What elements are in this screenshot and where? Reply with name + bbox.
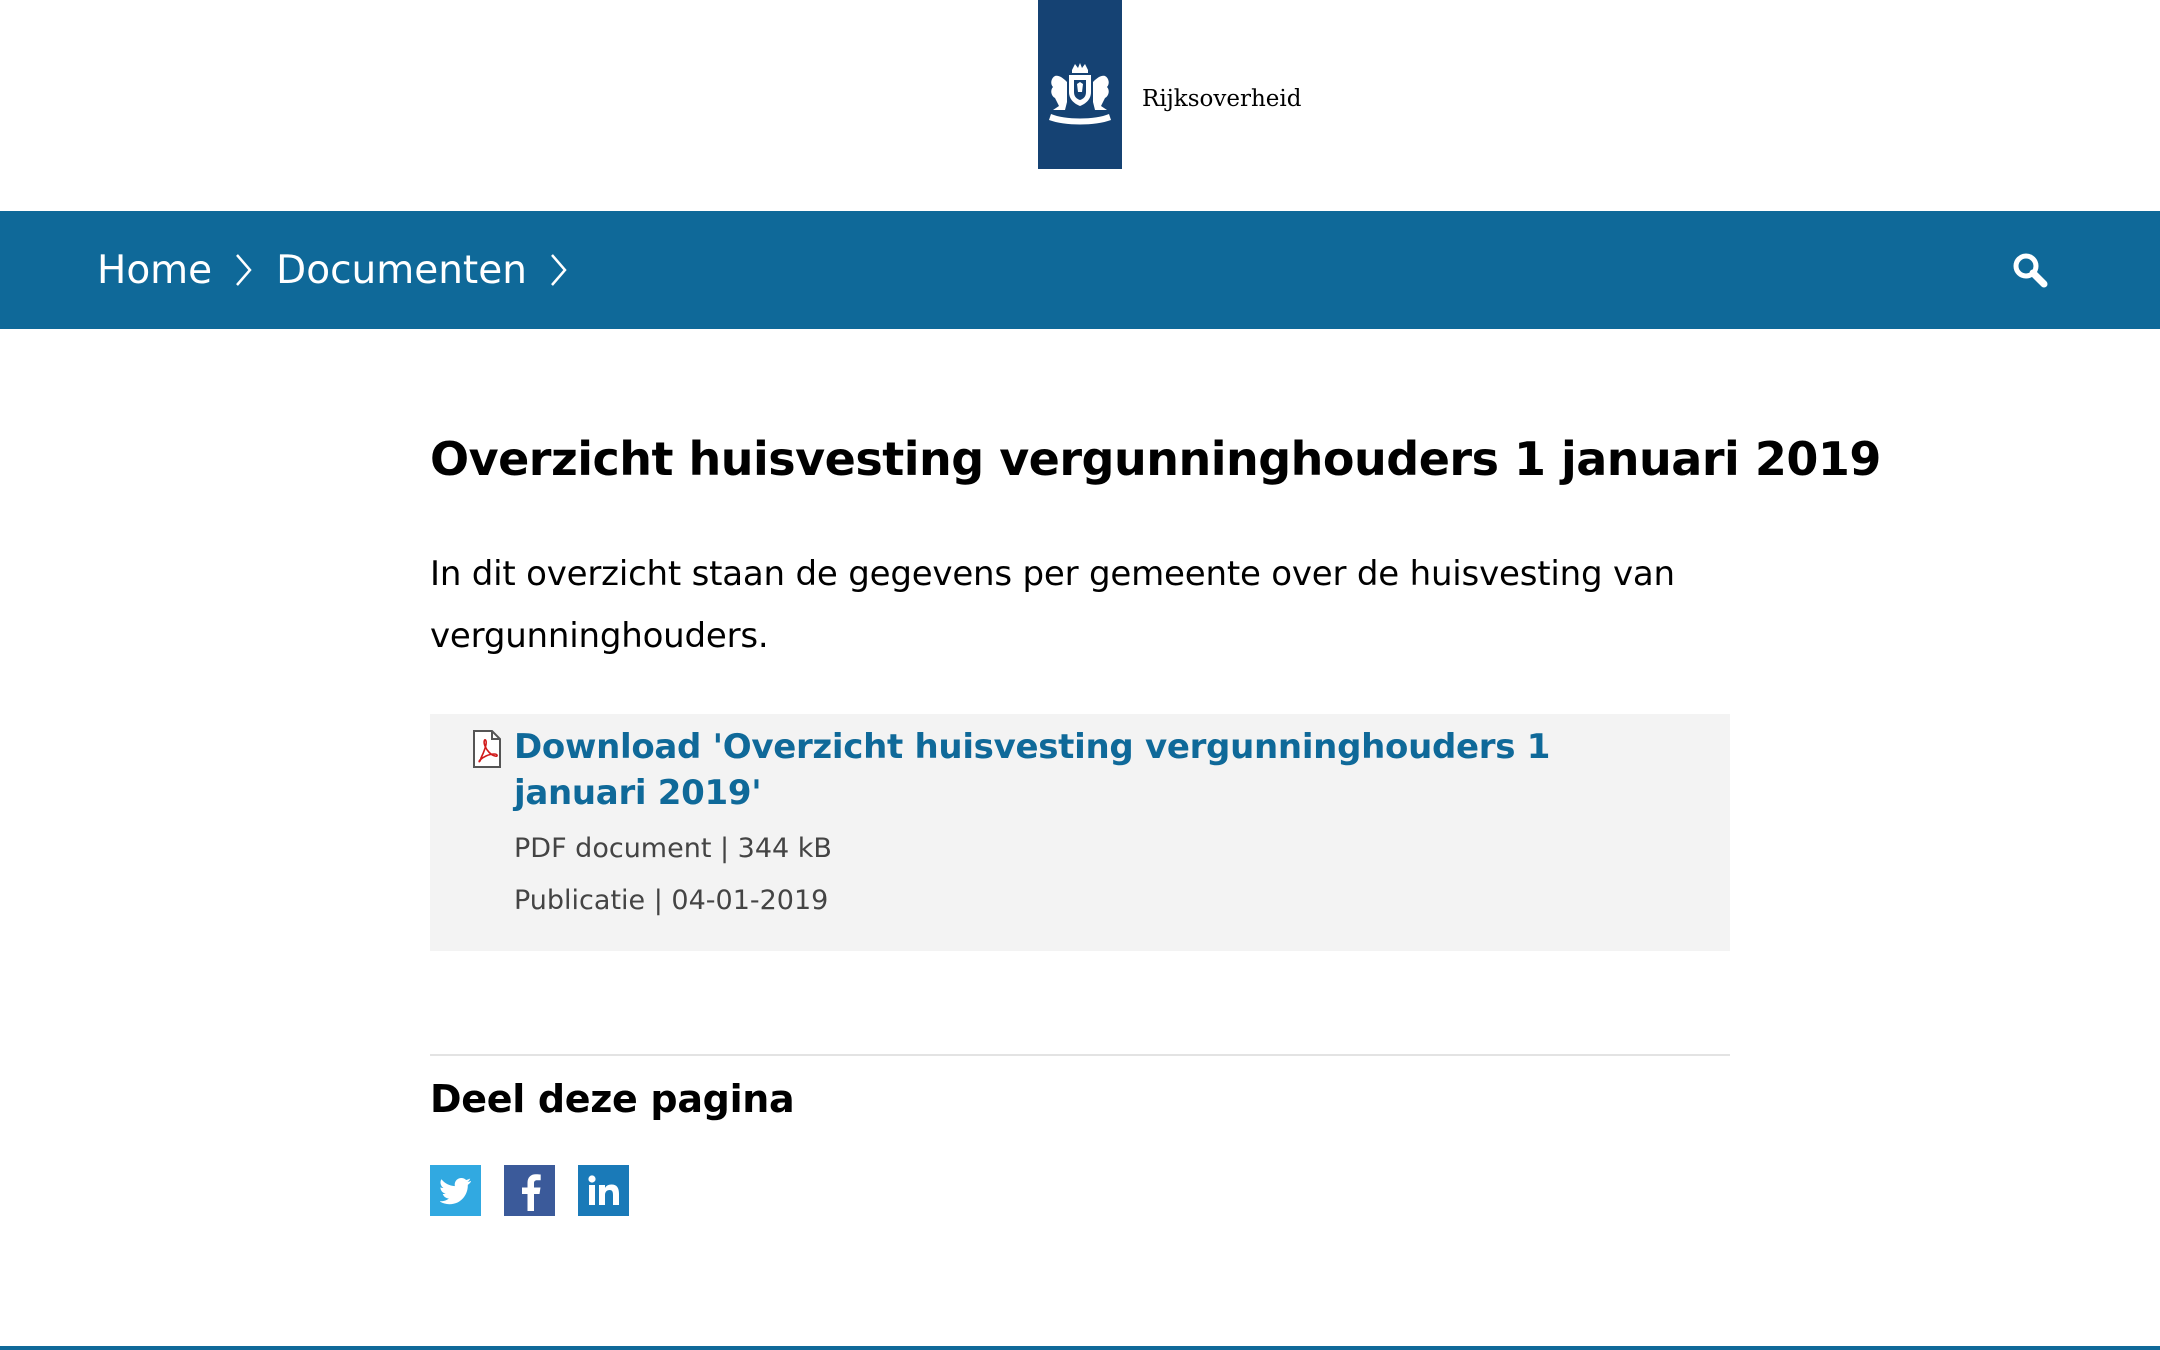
breadcrumb bbox=[97, 211, 591, 329]
footer-edge bbox=[0, 1346, 2160, 1350]
chevron-right-icon bbox=[527, 250, 591, 290]
home-logo-link[interactable] bbox=[1038, 0, 1302, 169]
share-facebook-button[interactable] bbox=[504, 1165, 555, 1216]
share-title: Deel deze pagina bbox=[430, 1077, 795, 1121]
breadcrumb-documenten[interactable]: Documenten bbox=[276, 247, 527, 293]
breadcrumb-home[interactable]: Home bbox=[97, 247, 213, 293]
search-button[interactable] bbox=[2004, 244, 2056, 296]
publication-date: Publicatie | 04-01-2019 bbox=[514, 885, 829, 916]
twitter-icon bbox=[440, 1177, 472, 1205]
share-linkedin-button[interactable] bbox=[578, 1165, 629, 1216]
nav-bar bbox=[0, 211, 2160, 329]
chevron-right-icon bbox=[212, 250, 276, 290]
site-header bbox=[0, 0, 2160, 211]
share-buttons bbox=[430, 1165, 629, 1216]
logo-text: Rijksoverheid bbox=[1142, 86, 1302, 112]
pdf-icon bbox=[472, 730, 502, 772]
intro-text: In dit overzicht staan de gegevens per gemeente over de huisvesting van vergunninghouders. bbox=[430, 554, 1675, 656]
search-icon bbox=[2011, 251, 2049, 289]
share-twitter-button[interactable] bbox=[430, 1165, 481, 1216]
download-link[interactable]: Download 'Overzicht huisvesting vergunninghouders 1 januari 2019' bbox=[514, 727, 1551, 813]
coat-of-arms-icon bbox=[1045, 62, 1115, 128]
file-type-info: PDF document | 344 kB bbox=[514, 833, 832, 864]
page-title: Overzicht huisvesting vergunninghouders 1 januari 2019 bbox=[430, 432, 1881, 486]
linkedin-icon bbox=[587, 1174, 621, 1208]
logo-ribbon bbox=[1038, 0, 1122, 169]
facebook-icon bbox=[517, 1171, 543, 1211]
divider bbox=[430, 1054, 1730, 1056]
